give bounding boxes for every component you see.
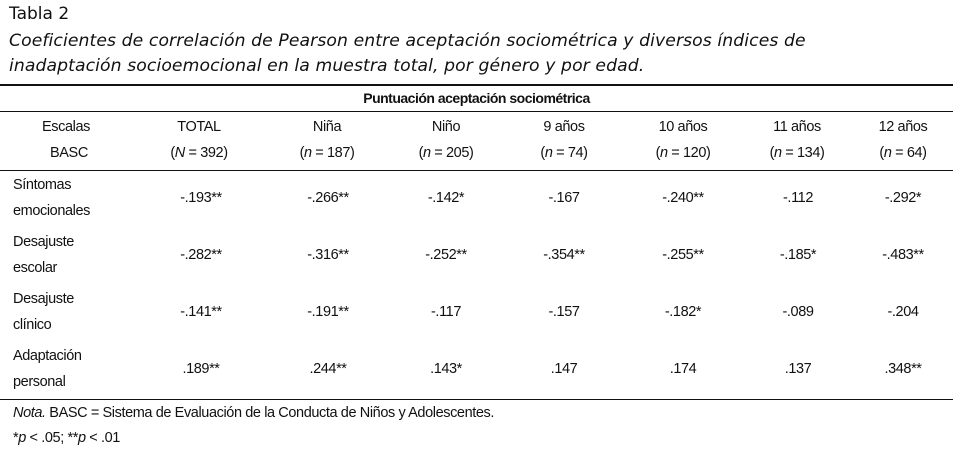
n-value: = 120) bbox=[667, 145, 711, 161]
n-value: = 392) bbox=[184, 145, 228, 161]
column-header-n: (n = 74) bbox=[540, 145, 588, 161]
table-cell: -.193** bbox=[180, 190, 222, 206]
table-label: Tabla 2 bbox=[9, 4, 70, 24]
n-symbol: n bbox=[304, 145, 312, 161]
table-cell: -.141** bbox=[180, 304, 222, 320]
table-cell: .189** bbox=[182, 361, 220, 377]
stub-header-line2: BASC bbox=[50, 145, 88, 161]
row-label-line1: Desajuste bbox=[13, 234, 74, 250]
table-cell: .244** bbox=[309, 361, 347, 377]
significance-note bbox=[13, 428, 120, 448]
table-cell: -.316** bbox=[307, 247, 349, 263]
table-cell: .137 bbox=[784, 361, 812, 377]
n-symbol: n bbox=[660, 145, 668, 161]
column-header-n: (n = 120) bbox=[655, 145, 711, 161]
table-cell: -.112 bbox=[783, 190, 813, 206]
table-cell: -.191** bbox=[307, 304, 349, 320]
table-cell: -.182* bbox=[664, 304, 702, 320]
column-header-n: (N = 392) bbox=[170, 145, 228, 161]
table-cell: -.204 bbox=[887, 304, 919, 320]
table-note bbox=[13, 403, 494, 423]
row-label-line1: Desajuste bbox=[13, 291, 74, 307]
table-cell: .174 bbox=[669, 361, 697, 377]
column-header-label: TOTAL bbox=[177, 119, 221, 135]
note-text: BASC = Sistema de Evaluación de la Conducta de Niños y Adolescentes. bbox=[45, 405, 495, 421]
table-caption bbox=[9, 29, 949, 79]
p-symbol: p bbox=[18, 430, 26, 446]
n-value: = 64) bbox=[891, 145, 927, 161]
p-symbol: p bbox=[77, 430, 86, 446]
row-label-line1: Adaptación bbox=[13, 348, 82, 364]
column-header-n: (n = 134) bbox=[769, 145, 825, 161]
row-label-line1: Síntomas bbox=[13, 177, 72, 193]
column-header-label: Niña bbox=[312, 119, 342, 135]
table-cell: -.255** bbox=[662, 247, 704, 263]
group-header-rule bbox=[0, 111, 953, 112]
table-cell: -.354** bbox=[543, 247, 585, 263]
table-cell: -.266** bbox=[307, 190, 349, 206]
n-value: = 134) bbox=[781, 145, 825, 161]
table-cell: -.142* bbox=[427, 190, 465, 206]
n-symbol: n bbox=[544, 145, 553, 161]
table-cell: -.167 bbox=[548, 190, 580, 206]
bottom-rule bbox=[0, 399, 953, 400]
n-symbol: n bbox=[774, 145, 782, 161]
column-header-n: (n = 205) bbox=[418, 145, 474, 161]
n-symbol: n bbox=[423, 145, 431, 161]
sig-a-post: < .05; ** bbox=[25, 430, 78, 446]
n-symbol: n bbox=[883, 145, 892, 161]
column-header-label: 12 años bbox=[878, 119, 928, 135]
sig-a-pre: * bbox=[13, 430, 19, 446]
n-value: = 74) bbox=[552, 145, 588, 161]
sig-b-post: < .01 bbox=[85, 430, 120, 446]
column-header-n: (n = 64) bbox=[879, 145, 927, 161]
table-cell: -.157 bbox=[548, 304, 580, 320]
column-header-label: Niño bbox=[431, 119, 461, 135]
table-cell: -.185* bbox=[779, 247, 817, 263]
header-rule bbox=[0, 170, 953, 171]
table-cell: -.483** bbox=[882, 247, 924, 263]
row-label-line2: escolar bbox=[13, 260, 57, 276]
table-cell: .147 bbox=[550, 361, 578, 377]
n-value: = 187) bbox=[311, 145, 355, 161]
table-cell: -.252** bbox=[425, 247, 467, 263]
column-header-n: (n = 187) bbox=[299, 145, 355, 161]
caption-line-1: Coeficientes de correlación de Pearson entre aceptación sociométrica y diversos índices de bbox=[9, 31, 806, 51]
note-label: Nota. bbox=[13, 405, 46, 421]
caption-line-2: inadaptación socioemocional en la muestra total, por género y por edad. bbox=[9, 56, 645, 76]
column-header-label: 10 años bbox=[658, 119, 708, 135]
stub-header-line1: Escalas bbox=[42, 119, 90, 135]
row-label-line2: clínico bbox=[13, 317, 52, 333]
table-cell: .348** bbox=[884, 361, 922, 377]
table-cell: -.292* bbox=[884, 190, 922, 206]
table-cell: .143* bbox=[430, 361, 462, 377]
table-cell: -.089 bbox=[782, 304, 814, 320]
column-header-label: 11 años bbox=[773, 119, 821, 135]
row-label-line2: personal bbox=[13, 374, 66, 390]
row-label-line2: emocionales bbox=[13, 203, 91, 219]
table-cell: -.282** bbox=[180, 247, 222, 263]
column-header-label: 9 años bbox=[543, 119, 585, 135]
n-value: = 205) bbox=[430, 145, 474, 161]
table-cell: -.117 bbox=[431, 304, 461, 320]
table-cell: -.240** bbox=[662, 190, 704, 206]
n-symbol: N bbox=[174, 145, 185, 161]
group-header: Puntuación aceptación sociométrica bbox=[363, 90, 590, 106]
